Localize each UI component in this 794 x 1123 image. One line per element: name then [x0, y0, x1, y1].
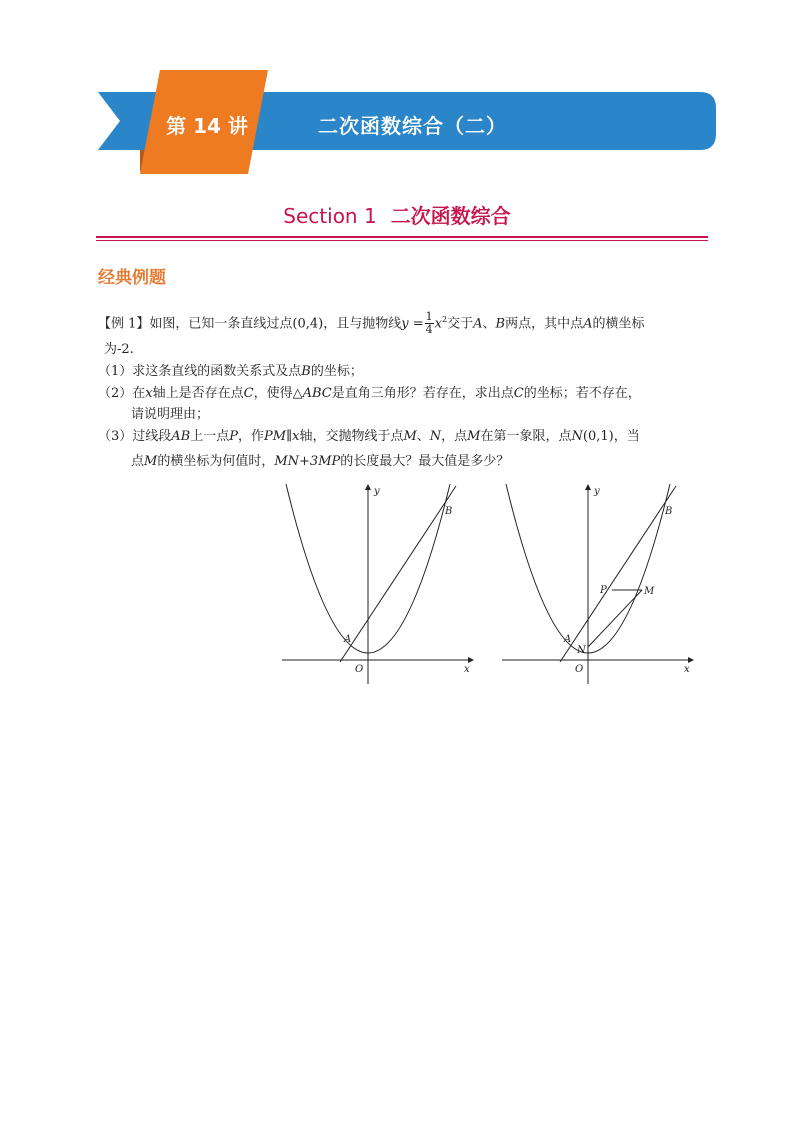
question-2-cont: 请说明理由；	[131, 407, 210, 422]
segment-nm	[588, 590, 642, 647]
label-n: N	[577, 645, 586, 656]
lecture-banner	[0, 0, 794, 190]
label-x: x	[464, 664, 470, 675]
x-axis-arrow	[468, 657, 474, 663]
fraction: $\frac{1}{4}$	[425, 310, 433, 337]
lecture-title: 二次函数综合（二）	[318, 114, 507, 138]
label-m: M	[644, 586, 655, 597]
section-rule-thin	[96, 240, 708, 241]
section-label: Section 1	[283, 204, 377, 228]
question-2: （2）在x轴上是否存在点C，使得△ABC是直角三角形？若存在，求出点C的坐标；若不存在，	[98, 386, 641, 401]
label-a: A	[344, 634, 352, 645]
line-ab	[560, 486, 676, 662]
section-title: 二次函数综合	[390, 204, 511, 228]
label-b: B	[665, 506, 673, 517]
label-y: y	[374, 486, 380, 497]
example-line-1: 【例 1】如图，已知一条直线过点(0,4)，且与抛物线y = $\frac{1}{4}$ $x^2$交于A、B两点，其中点A的横坐标	[98, 310, 645, 337]
section-rule	[96, 236, 708, 238]
question-3: （3）过线段AB上一点P，作PM∥x轴，交抛物线于点M、N，点M在第一象限，点N(0,1)，当	[98, 429, 640, 444]
x-axis-arrow	[688, 657, 694, 663]
lecture-number: 第 14 讲	[166, 114, 248, 138]
question-3-cont: 点M的横坐标为何值时，MN+3MP的长度最大？最大值是多少？	[131, 454, 510, 469]
label-b: B	[445, 506, 453, 517]
label-y: y	[594, 486, 600, 497]
y-axis-arrow	[365, 484, 371, 490]
label-a: A	[564, 634, 572, 645]
line-ab	[340, 486, 456, 662]
example-line-2: 为-2.	[104, 342, 134, 357]
figure-1	[278, 480, 478, 690]
subheading: 经典例题	[98, 268, 166, 288]
example-tag: 【例 1】	[98, 316, 150, 332]
label-o: O	[355, 664, 364, 675]
label-o: O	[575, 664, 584, 675]
section-heading	[0, 200, 794, 229]
figure-2	[498, 480, 698, 690]
label-p: P	[600, 585, 607, 596]
y-axis-arrow	[585, 484, 591, 490]
label-x: x	[684, 664, 690, 675]
question-1: （1）求这条直线的函数关系式及点B的坐标；	[98, 364, 363, 379]
